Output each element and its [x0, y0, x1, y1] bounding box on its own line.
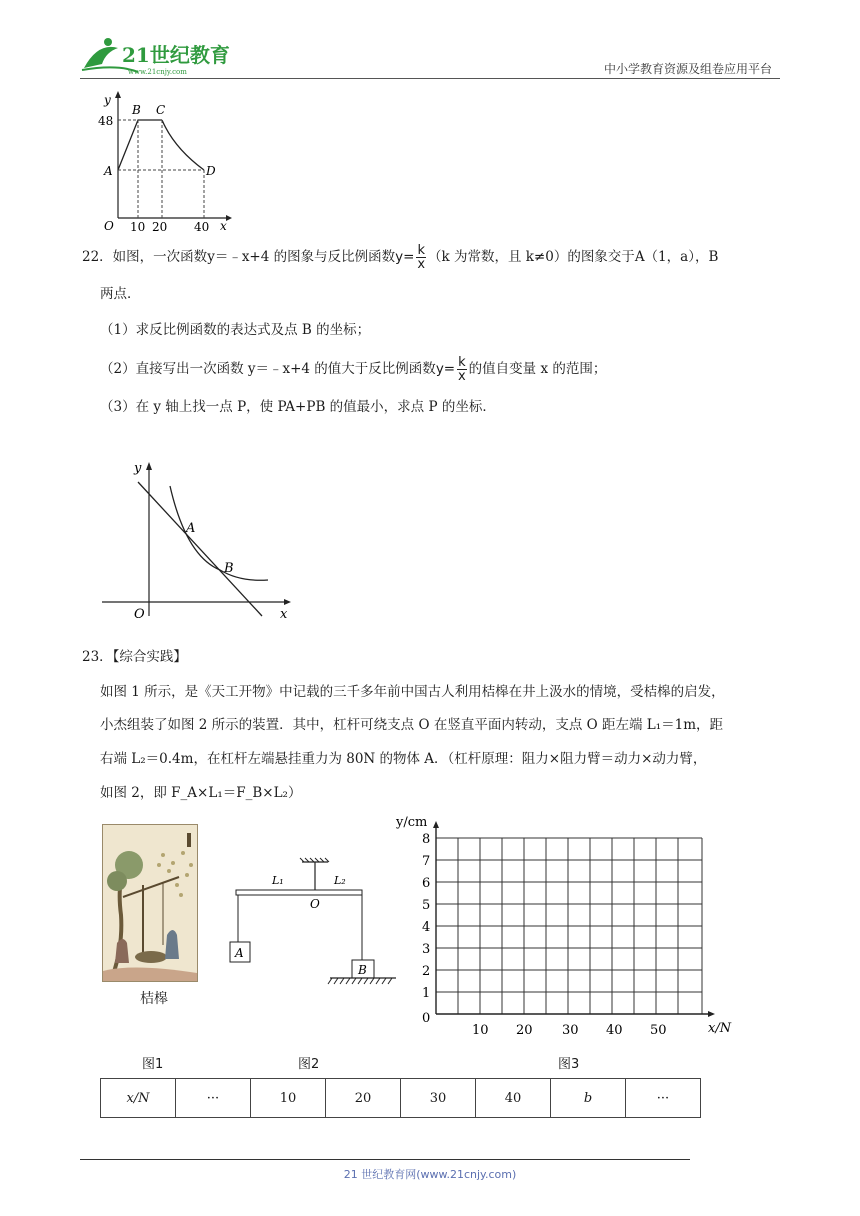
table-cell: ··· — [176, 1079, 251, 1118]
fig3-x-tick: 30 — [562, 1023, 579, 1038]
fig3-y-label: y/cm — [396, 815, 428, 830]
top-graph-origin: O — [104, 219, 114, 233]
q22-part3: （3）在 y 轴上找一点 P，使 PA+PB 的值最小，求点 P 的坐标． — [100, 399, 496, 415]
top-graph — [96, 88, 236, 234]
table-cell: b — [551, 1079, 626, 1118]
q23-line4: 如图 2，即 F_A×L₁＝F_B×L₂） — [100, 785, 302, 801]
table-cell: 30 — [401, 1079, 476, 1118]
top-graph-point-b: B — [132, 103, 141, 117]
site-logo — [78, 34, 258, 78]
top-graph-point-d: D — [206, 164, 216, 178]
q22-part1: （1）求反比例函数的表达式及点 B 的坐标； — [100, 322, 371, 338]
fig1-illustration — [102, 824, 198, 982]
header-platform-text: 中小学教育资源及组卷应用平台 — [603, 62, 772, 76]
fig3-y-tick: 5 — [422, 898, 431, 913]
logo-url: www.21cnjy.com — [128, 68, 187, 76]
fig3-x-tick: 40 — [606, 1023, 623, 1038]
q22-line1: 22．如图，一次函数y＝﹣x+4 的图象与反比例函数y= $\frac{k}{x}$ （k 为常数，且 k≠0）的图象交于A（1，a），B — [82, 243, 719, 272]
q22-graph-x-label: x — [280, 607, 288, 622]
fig3-x-tick: 20 — [516, 1023, 533, 1038]
q22-line2: 两点． — [100, 286, 141, 302]
top-graph-x-tick: 20 — [152, 220, 168, 234]
header-divider — [80, 78, 780, 79]
top-graph-x-tick: 10 — [130, 220, 146, 234]
fig2-a: A — [235, 946, 244, 960]
q22-graph — [100, 456, 300, 624]
table-cell: 40 — [476, 1079, 551, 1118]
fig2-lever — [222, 856, 402, 990]
fig1-label: 图1 — [142, 1057, 164, 1072]
q23-title: 23．【综合实践】 — [82, 649, 187, 665]
fig3-y-tick: 8 — [422, 832, 431, 847]
fraction: $\frac{k}{x}$ — [458, 355, 466, 384]
top-graph-x-tick: 40 — [194, 220, 210, 234]
table-row — [101, 1079, 701, 1118]
fig2-l2: L₂ — [334, 874, 346, 887]
q23-line1: 如图 1 所示，是《天工开物》中记载的三千多年前中国古人利用桔槔在井上汲水的情境，受桔槔的启发， — [100, 684, 725, 700]
fig3-x-tick: 10 — [472, 1023, 489, 1038]
top-graph-point-c: C — [156, 103, 166, 117]
table-cell: ··· — [626, 1079, 701, 1118]
q22-graph-origin: O — [134, 607, 145, 622]
fig3-y-tick: 1 — [422, 986, 431, 1001]
q22-part2: （2）直接写出一次函数 y＝﹣x+4 的值大于反比例函数y= $\frac{k}{x}$ 的值自变量 x 的范围； — [100, 355, 607, 384]
top-graph-y-label: y — [104, 93, 111, 107]
table-cell: x/N — [101, 1079, 176, 1118]
data-table — [100, 1078, 701, 1118]
footer-divider — [80, 1159, 690, 1160]
footer-text: 21 世纪教育网(www.21cnjy.com) — [343, 1168, 517, 1181]
fig3-y-tick: 0 — [422, 1011, 431, 1026]
logo-text: 21世纪教育 — [122, 43, 230, 67]
top-graph-point-a: A — [104, 164, 113, 178]
table-cell: 10 — [251, 1079, 326, 1118]
fig3-grid — [392, 808, 754, 1040]
table-cell: 20 — [326, 1079, 401, 1118]
fig2-l1: L₁ — [272, 874, 284, 887]
fraction-lhs: y= — [395, 249, 415, 265]
q22-graph-y-label: y — [134, 461, 142, 476]
fraction: $\frac{k}{x}$ — [417, 243, 426, 272]
fig2-label: 图2 — [298, 1057, 320, 1072]
fig3-label: 图3 — [558, 1057, 580, 1072]
fig3-y-tick: 3 — [422, 942, 431, 957]
fig1-caption: 桔槔 — [140, 991, 168, 1007]
q23-line2: 小杰组装了如图 2 所示的装置．其中，杠杆可绕支点 O 在竖直平面内转动，支点 O 距左端 L₁＝1m，距 — [100, 717, 724, 733]
top-graph-x-label: x — [220, 219, 227, 233]
fig3-y-tick: 4 — [422, 920, 431, 935]
fig2-b: B — [358, 963, 367, 977]
fig3-y-tick: 2 — [422, 964, 431, 979]
q22-graph-point-a: A — [186, 521, 196, 536]
fig2-o: O — [310, 897, 320, 911]
top-graph-y-tick: 48 — [98, 114, 114, 128]
fig3-x-label: x/N — [708, 1021, 732, 1036]
fig3-y-tick: 6 — [422, 876, 431, 891]
q22-graph-point-b: B — [224, 561, 234, 576]
fig3-y-tick: 7 — [422, 854, 431, 869]
q23-line3: 右端 L₂＝0.4m，在杠杆左端悬挂重力为 80N 的物体 A．（杠杆原理：阻力×阻力臂＝动力×动力臂， — [100, 751, 707, 767]
fig3-x-tick: 50 — [650, 1023, 667, 1038]
